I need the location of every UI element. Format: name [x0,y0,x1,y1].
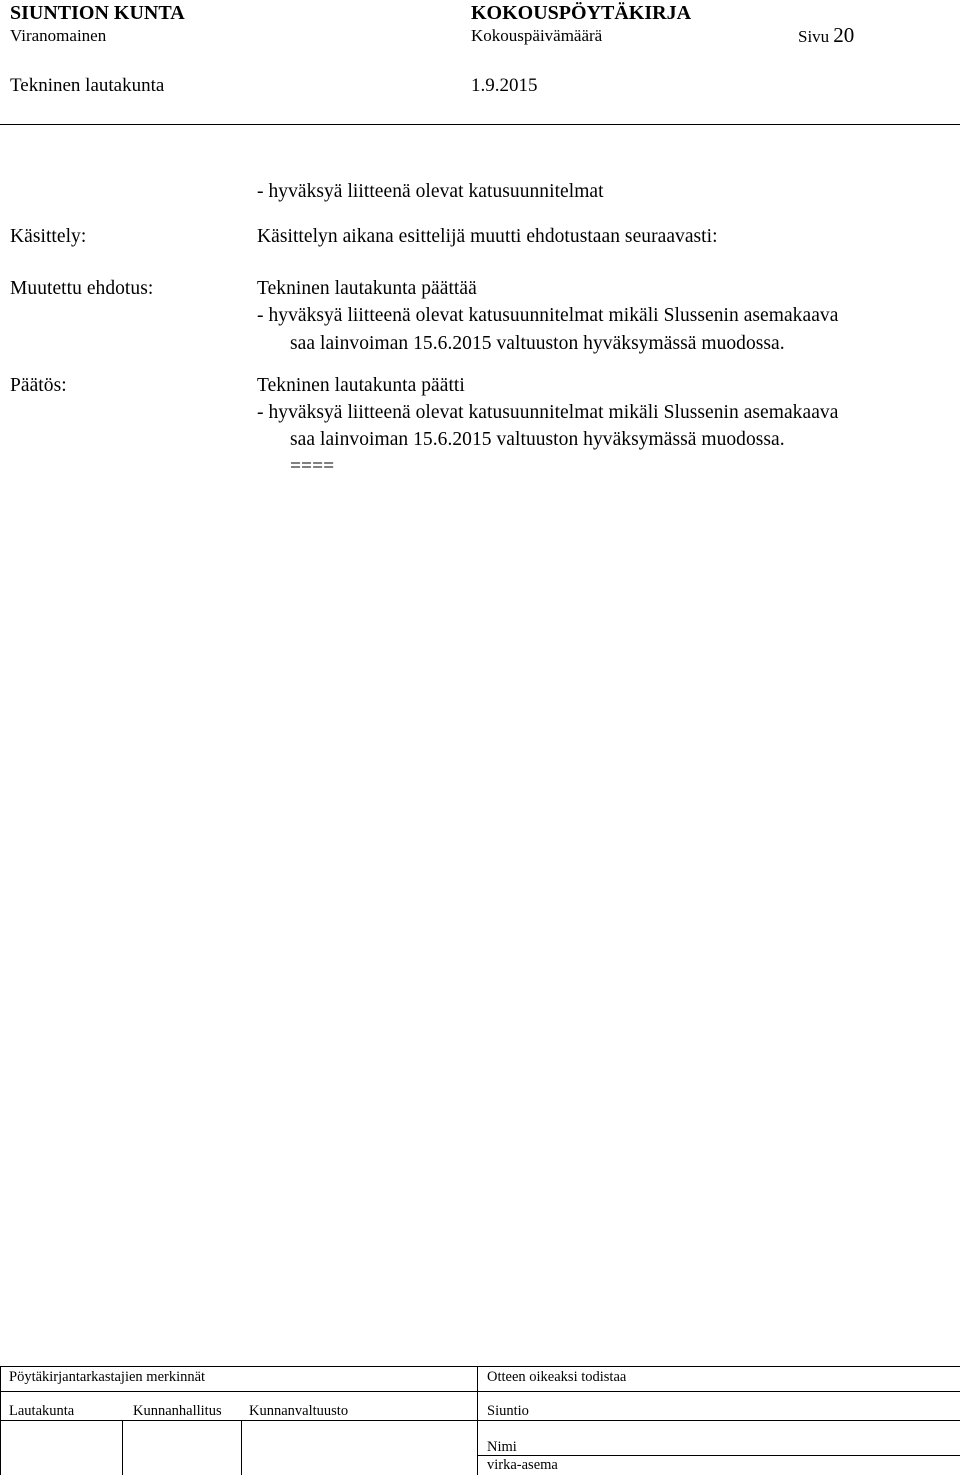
paatos-line3: saa lainvoiman 15.6.2015 valtuuston hyväksymässä muodossa. [290,429,785,450]
kasittely-label: Käsittely: [10,226,87,247]
end-mark: ==== [290,456,335,477]
certified-label: Otteen oikeaksi todistaa [487,1369,627,1385]
page-label: Sivu [798,27,830,46]
footer-mid-border [477,1366,478,1475]
muutettu-ehdotus-line1: Tekninen lautakunta päättää [257,278,477,299]
authority-name: Tekninen lautakunta [10,75,165,96]
footer-col1-border [122,1420,123,1475]
meeting-date-label: Kokouspäivämäärä [471,26,603,45]
muutettu-ehdotus-label: Muutettu ehdotus: [10,278,154,299]
footer-place: Siuntio [487,1403,529,1419]
paatos-line1: Tekninen lautakunta päätti [257,375,465,396]
footer-label-border [0,1420,960,1421]
footer-col-kunnanhallitus: Kunnanhallitus [133,1403,222,1419]
footer-left-border [0,1366,1,1475]
footer-name-border [478,1455,960,1456]
header-divider [0,124,960,125]
meeting-date: 1.9.2015 [471,75,538,96]
paatos-label: Päätös: [10,375,67,396]
document-type: KOKOUSPÖYTÄKIRJA [471,2,692,24]
muutettu-ehdotus-line3: saa lainvoiman 15.6.2015 valtuuston hyväksymässä muodossa. [290,333,785,354]
intro-decision-line: - hyväksyä liitteenä olevat katusuunnitelmat [257,181,604,202]
footer-col-lautakunta: Lautakunta [9,1403,75,1419]
footer-col-kunnanvaltuusto: Kunnanvaltuusto [249,1403,349,1419]
footer-row-border [0,1391,960,1392]
footer-title-label: virka-asema [487,1457,558,1473]
muutettu-ehdotus-line2: - hyväksyä liitteenä olevat katusuunnitelmat mikäli Slussenin asemakaava [257,305,839,326]
paatos-line2: - hyväksyä liitteenä olevat katusuunnitelmat mikäli Slussenin asemakaava [257,402,839,423]
municipality-name: SIUNTION KUNTA [10,2,185,24]
authority-label: Viranomainen [10,26,107,45]
page-indicator [798,23,854,48]
kasittely-text: Käsittelyn aikana esittelijä muutti ehdotustaan seuraavasti: [257,226,718,247]
reviewers-label: Pöytäkirjantarkastajien merkinnät [9,1369,206,1385]
footer-top-border [0,1366,960,1367]
footer-name-label: Nimi [487,1439,517,1455]
page-number: 20 [833,23,855,47]
footer-col2-border [241,1420,242,1475]
